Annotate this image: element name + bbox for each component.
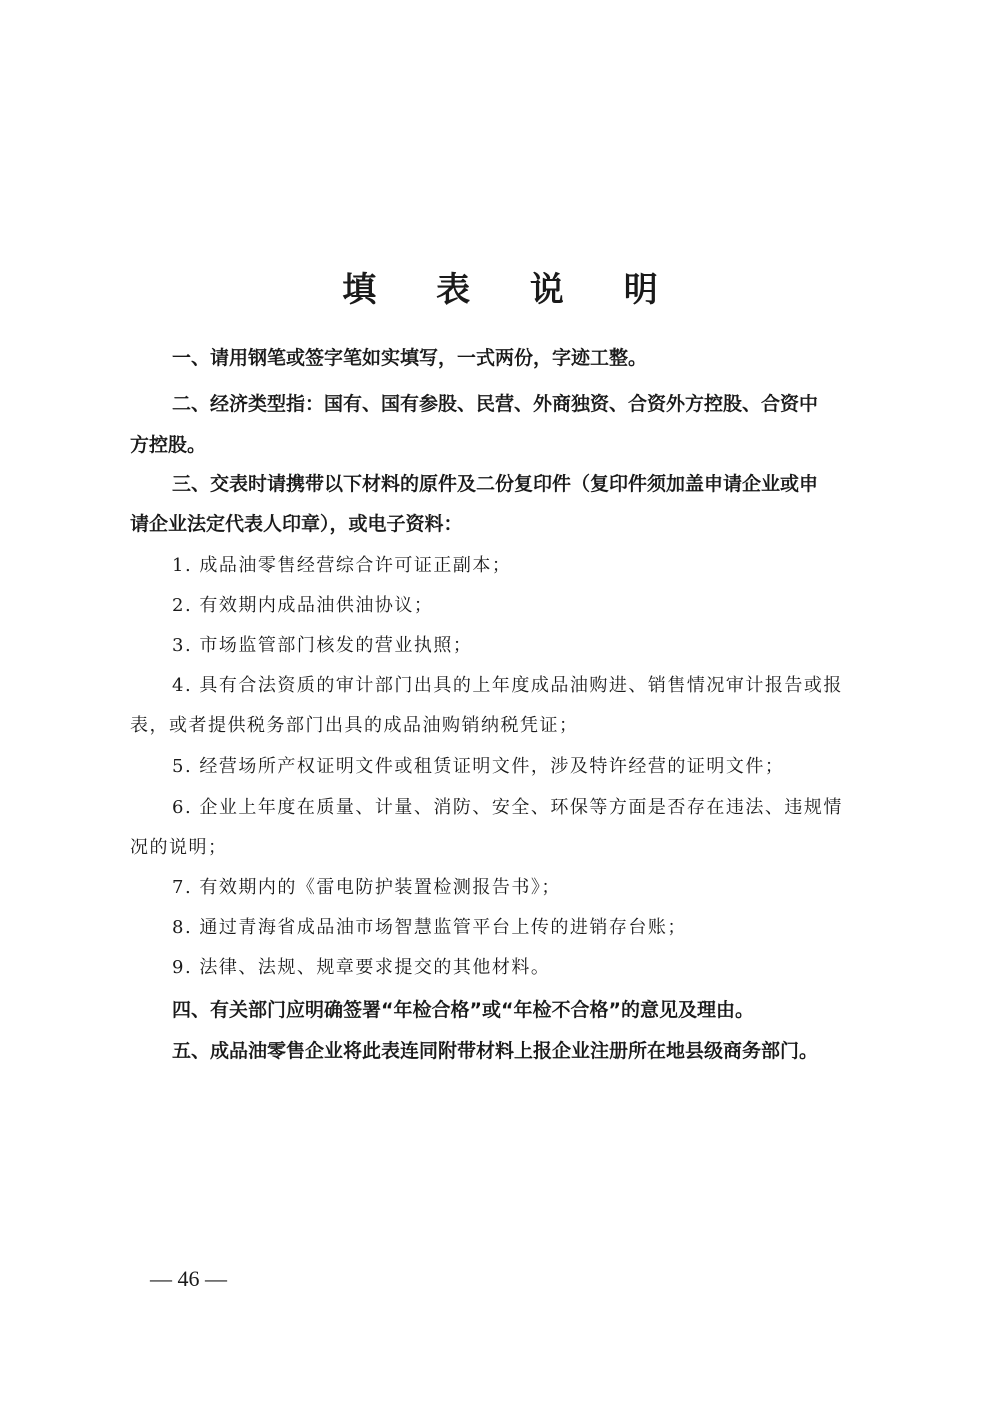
instruction-2-line2: 方控股。 — [130, 434, 207, 456]
material-item-2: 2. 有效期内成品油供油协议； — [172, 595, 434, 616]
material-item-4-line2: 表，或者提供税务部门出具的成品油购销纳税凭证； — [130, 715, 579, 736]
instruction-3-line2: 请企业法定代表人印章），或电子资料： — [130, 513, 463, 535]
page-number: — 46 — — [150, 1266, 227, 1291]
material-item-8: 8. 通过青海省成品油市场智慧监管平台上传的进销存台账； — [172, 917, 687, 938]
instruction-1: 一、请用钢笔或签字笔如实填写，一式两份，字迹工整。 — [172, 347, 648, 369]
material-item-5: 5. 经营场所产权证明文件或租赁证明文件，涉及特许经营的证明文件； — [172, 756, 785, 777]
instruction-2-line1: 二、经济类型指：国有、国有参股、民营、外商独资、合资外方控股、合资中 — [172, 393, 819, 415]
instruction-3-line1: 三、交表时请携带以下材料的原件及二份复印件（复印件须加盖申请企业或申 — [172, 473, 819, 495]
material-item-9: 9. 法律、法规、规章要求提交的其他材料。 — [172, 957, 551, 978]
material-item-4-line1: 4. 具有合法资质的审计部门出具的上年度成品油购进、销售情况审计报告或报 — [172, 675, 843, 696]
material-item-3: 3. 市场监管部门核发的营业执照； — [172, 635, 473, 656]
instruction-5: 五、成品油零售企业将此表连同附带材料上报企业注册所在地县级商务部门。 — [172, 1040, 819, 1062]
instruction-4: 四、有关部门应明确签署“年检合格”或“年检不合格”的意见及理由。 — [172, 999, 754, 1021]
material-item-1: 1. 成品油零售经营综合许可证正副本； — [172, 555, 512, 576]
page-title: 填 表 说 明 — [342, 270, 682, 310]
material-item-7: 7. 有效期内的《雷电防护装置检测报告书》； — [172, 877, 561, 898]
material-item-6-line2: 况的说明； — [130, 837, 228, 858]
material-item-6-line1: 6. 企业上年度在质量、计量、消防、安全、环保等方面是否存在违法、违规情 — [172, 797, 843, 818]
